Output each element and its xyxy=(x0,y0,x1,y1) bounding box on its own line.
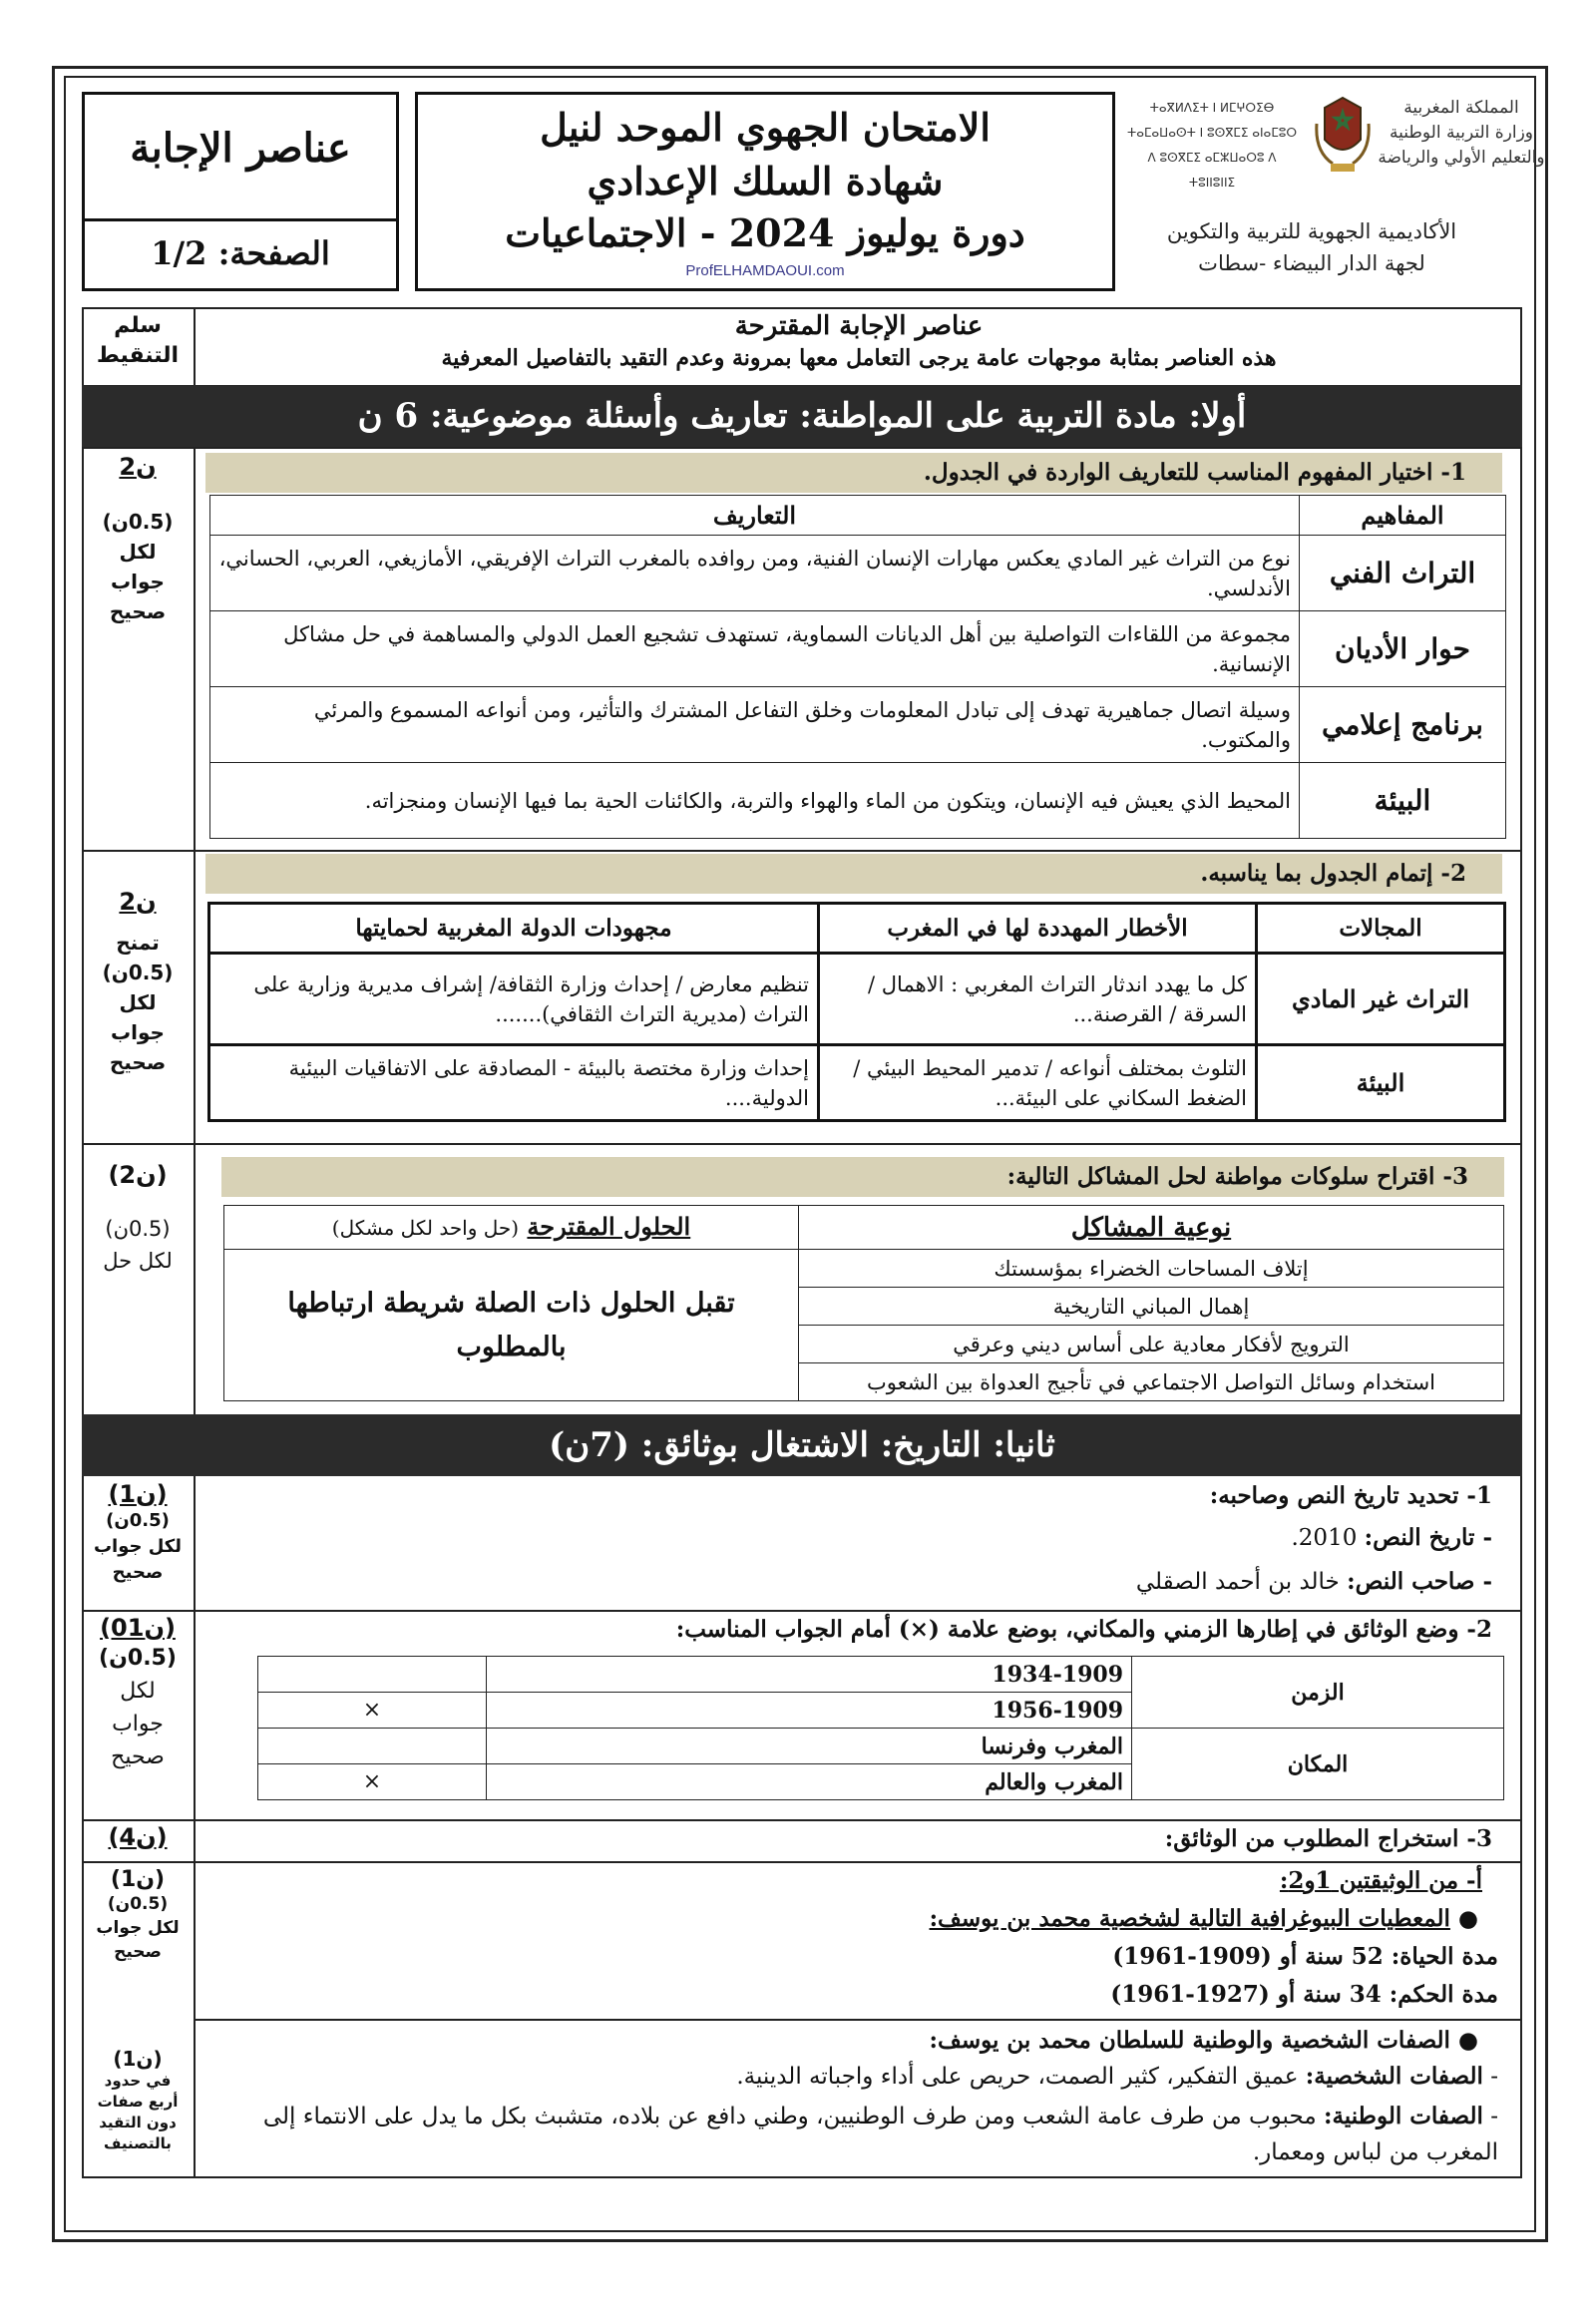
q2-efforts: تنظيم معارض / إحداث وزارة الثقافة/ إشراف مديرية وزارية على التراث (مديرية التراث الثقافي)....... xyxy=(209,954,819,1045)
s2q1-author-label: - صاحب النص: xyxy=(1347,1568,1492,1595)
academy-line-2: لجهة الدار البيضاء -سطات xyxy=(1198,251,1425,275)
academy-lines xyxy=(1127,215,1496,279)
exam-title-line-1: الامتحان الجهوي الموحد لنيل xyxy=(540,105,991,150)
tifinagh-line-3: ⴷ ⵓⵙⴳⵎⵉ ⴰⵎⵣⵡⴰⵔⵓ ⴷ ⵜⵓⵏⵏⵓⵏⵏⵉ xyxy=(1147,151,1277,190)
s2q2-option: المغرب وفرنسا xyxy=(487,1729,1132,1764)
s2q2-table xyxy=(257,1656,1504,1800)
q2-score xyxy=(82,888,194,1077)
q2-row xyxy=(209,1045,1505,1121)
s2q2-label: 2- وضع الوثائق في إطارها الزمني والمكاني، بوضع علامة (×) أمام الجواب المناسب: xyxy=(675,1616,1492,1643)
bullet-icon: ● xyxy=(1449,2027,1478,2054)
q3-head-problems: نوعية المشاكل xyxy=(799,1206,1504,1250)
s2q3b-title-line xyxy=(205,2027,1478,2054)
s2q3b-score xyxy=(82,2047,194,2154)
q3-head-solutions-note: (حل واحد لكل مشكل) xyxy=(331,1216,520,1240)
intro-note: هذه العناصر بمثابة موجهات عامة يرجى التعامل معها بمرونة وعدم التقيد بالتفاصيل المعرفية xyxy=(441,345,1277,371)
q1-top-divider xyxy=(82,447,1522,449)
s2q3b-personal: - الصفات الشخصية: عميق التفكير، كثير الصمت، حريص على أداء واجباته الدينية. xyxy=(736,2063,1498,2090)
q3-head-solutions-cell xyxy=(224,1206,799,1250)
score-column-head xyxy=(82,311,194,371)
q1-score-note-2: لكل xyxy=(119,540,157,564)
q2-score-note-4: جواب xyxy=(111,1020,165,1044)
s2q3b-title: الصفات الشخصية والوطنية للسلطان محمد بن يوسف: xyxy=(929,2027,1450,2054)
intro-title: عناصر الإجابة المقترحة xyxy=(734,311,984,341)
s2q1-date-value: 2010. xyxy=(1291,1525,1358,1551)
q2-score-value: 2ن xyxy=(119,888,157,916)
q3-head-solutions: الحلول المقترحة xyxy=(527,1212,691,1241)
academy-line-1: الأكاديمية الجهوية للتربية والتكوين xyxy=(1166,219,1457,243)
s2q1-date-label: - تاريخ النص: xyxy=(1364,1524,1492,1551)
q2-label: 2- إتمام الجدول بما يناسبه. xyxy=(205,854,1502,894)
q1-table xyxy=(209,495,1506,839)
ministry-block xyxy=(1127,92,1546,291)
s2q3a-score-note-1: (0.5ن) xyxy=(107,1894,169,1914)
s2q1-author-value: خالد بن أحمد الصقلي xyxy=(1135,1569,1340,1595)
q3-problem: الترويج لأفكار معادية على أساس ديني وعرقي xyxy=(799,1326,1504,1363)
s2q2-place-label: المكان xyxy=(1132,1729,1504,1800)
s2q2-mark-cell[interactable]: × xyxy=(258,1764,487,1800)
s2q3b-national-text: محبوب من طرف عامة الشعب ومن طرف الوطنيين، وطني دافع عن بلاده، متشبث بكل ما يدل على الانتماء إلى المغرب من لباس ومعمار. xyxy=(262,2104,1498,2165)
s2q2-mark-cell[interactable]: × xyxy=(258,1693,487,1729)
q2-field: التراث غير المادي xyxy=(1257,954,1505,1045)
s2q3b-national: - الصفات الوطنية: محبوب من طرف عامة الشعب ومن طرف الوطنيين، وطني دافع عن بلاده، متشبث بكل ما يدل على الانتماء إلى المغرب من لباس ومعمار. xyxy=(262,2103,1498,2165)
q2-top-divider xyxy=(82,850,1522,852)
watermark: ProfELHAMDAOUI.com xyxy=(685,262,845,279)
q1-def: نوع من التراث غير المادي يعكس مهارات الإنسان الفنية، ومن روافده بالمغرب التراث الإفريقي، الأمازيغي، العربي، الحساني، الأندلسي. xyxy=(210,536,1300,611)
s2q2-score-note-4: صحيح xyxy=(111,1744,165,1769)
s2q2-mark-cell[interactable] xyxy=(258,1657,487,1693)
s2q2-score xyxy=(82,1614,194,1773)
s2q1-label: 1- تحديد تاريخ النص وصاحبه: xyxy=(1209,1482,1492,1509)
s2q3b-score-note-2: أربع صفات xyxy=(97,2093,179,2111)
s2q1-score-note-3: صحيح xyxy=(112,1562,164,1583)
q2-risks: كل ما يهدد اندثار التراث المغربي : الاهمال / السرقة / القرصنة... xyxy=(819,954,1257,1045)
q3-score-value: (2ن) xyxy=(108,1161,168,1189)
q3-score-note-2: لكل حل xyxy=(103,1249,173,1273)
s2q3a-reign: مدة الحكم: 34 سنة أو (1927-1961) xyxy=(1110,1981,1498,2008)
bullet-icon: ● xyxy=(1449,1905,1478,1932)
q1-def: مجموعة من اللقاءات التواصلية بين أهل الديانات السماوية، تستهدف تشجيع العمل الدولي والمساهمة في حل مشاكل الإنسانية. xyxy=(210,611,1300,687)
q2-row xyxy=(209,954,1505,1045)
q3-top-divider xyxy=(82,1143,1522,1145)
q1-row xyxy=(210,763,1506,839)
q3-problem: استخدام وسائل التواصل الاجتماعي في تأجيج العدواة بين الشعوب xyxy=(799,1363,1504,1401)
answer-box-divider xyxy=(85,218,396,221)
s2q1-author-line xyxy=(205,1568,1492,1595)
exam-title-line-2: شهادة السلك الإعدادي xyxy=(587,159,944,203)
q1-concept: برنامج إعلامي xyxy=(1300,687,1506,763)
q3-table xyxy=(223,1205,1504,1401)
s2q2-score-note-3: جواب xyxy=(112,1712,164,1737)
s2q3b-score-note-4: بالتصنيف xyxy=(104,2134,172,2152)
q1-label: 1- اختيار المفهوم المناسب للتعاريف الواردة في الجدول. xyxy=(205,453,1502,493)
tifinagh-line-2: ⵜⴰⵎⴰⵡⴰⵙⵜ ⵏ ⵓⵙⴳⵎⵉ ⴰⵏⴰⵎⵓⵔ xyxy=(1127,126,1298,140)
s2q3a-bio-line xyxy=(205,1905,1478,1932)
s2q3a-score-value: (1ن) xyxy=(110,1867,166,1892)
score-head-line-2: التنقيط xyxy=(96,343,180,368)
q2-score-note-2: (0.5ن) xyxy=(102,961,174,984)
s2q3b-score-note-1: في حدود xyxy=(104,2072,172,2090)
s2q3b-national-label: الصفات الوطنية: xyxy=(1323,2103,1483,2129)
q1-score-value: 2ن xyxy=(119,453,157,481)
q3-solutions-text: تقبل الحلول ذات الصلة شريطة ارتباطها بالمطلوب xyxy=(224,1250,799,1401)
s2q2-option: المغرب والعالم xyxy=(487,1764,1132,1800)
s2q1-score xyxy=(82,1480,194,1586)
q1-head-defs: التعاريف xyxy=(210,496,1300,536)
s2q1-score-value: (1ن) xyxy=(108,1480,168,1508)
q1-score-note-3: جواب xyxy=(111,570,165,593)
q1-row xyxy=(210,611,1506,687)
q1-score xyxy=(82,453,194,626)
s2q2-row xyxy=(258,1729,1504,1764)
page-number: الصفحة: 1/2 xyxy=(151,234,330,272)
q2-score-note-5: صحيح xyxy=(109,1050,167,1074)
s2q2-time-label: الزمن xyxy=(1132,1657,1504,1729)
coat-of-arms-icon xyxy=(1313,94,1373,176)
q2-head-fields: المجالات xyxy=(1257,904,1505,954)
kingdom-lines xyxy=(1377,96,1546,171)
s2q3-label: 3- استخراج المطلوب من الوثائق: xyxy=(1164,1825,1492,1852)
q2-risks: التلوث بمختلف أنواعه / تدمير المحيط البيئي / الضغط السكاني على البيئة... xyxy=(819,1045,1257,1121)
q2-field: البيئة xyxy=(1257,1045,1505,1121)
q3-problem: إتلاف المساحات الخضراء بمؤسستك xyxy=(799,1250,1504,1288)
q1-def: المحيط الذي يعيش فيه الإنسان، ويتكون من الماء والهواء والتربة، والكائنات الحية بما فيها الإنسان ومنجزاته. xyxy=(210,763,1300,839)
q1-score-note-1: (0.5ن) xyxy=(102,510,174,534)
q1-row xyxy=(210,687,1506,763)
s2q3b-score-note-3: دون التقيد xyxy=(99,2114,177,2131)
q2-head-risks: الأخطار المهددة لها في المغرب xyxy=(819,904,1257,954)
q2-table xyxy=(207,902,1506,1122)
q2-score-note-3: لكل xyxy=(119,990,157,1014)
s2q1-score-note-2: لكل جواب xyxy=(93,1536,183,1557)
q2-efforts: إحداث وزارة مختصة بالبيئة - المصادقة على الاتفاقيات البيئية الدولية.... xyxy=(209,1045,819,1121)
q1-head-concepts: المفاهيم xyxy=(1300,496,1506,536)
s2q3a-score-note-2: لكل جواب xyxy=(96,1918,180,1938)
s2q3a-label: أ- من الوثيقتين 1و2: xyxy=(1279,1867,1482,1894)
answer-elements-box xyxy=(82,92,399,291)
q3-score-note-1: (0.5ن) xyxy=(105,1217,171,1241)
q2-head-efforts: مجهودات الدولة المغربية لحمايتها xyxy=(209,904,819,954)
answer-elements-title: عناصر الإجابة xyxy=(130,125,351,172)
q1-def: وسيلة اتصال جماهيرية تهدف إلى تبادل المعلومات وخلق التفاعل المشترك والتأثير، ومن أنواعه المسموع والمرئي والمكتوب. xyxy=(210,687,1300,763)
s2q3b-personal-text: عميق التفكير، كثير الصمت، حريص على أداء واجباته الدينية. xyxy=(736,2064,1299,2090)
score-column-divider xyxy=(194,307,196,2178)
s2q3a-score-note-3: صحيح xyxy=(114,1942,162,1962)
q3-row xyxy=(224,1250,1504,1288)
s2q2-option: 1956-1909 xyxy=(487,1693,1132,1729)
s2q2-score-note-2: لكل xyxy=(120,1679,156,1704)
s2q3b-score-value: (1ن) xyxy=(113,2047,163,2071)
q2-score-note-1: تمنح xyxy=(116,931,160,955)
q3-label: 3- اقتراح سلوكات مواطنة لحل المشاكل التالية: xyxy=(221,1157,1504,1197)
s2q3a-score xyxy=(82,1867,194,1964)
s2q1-score-note-1: (0.5ن) xyxy=(106,1510,170,1531)
q1-score-note-4: صحيح xyxy=(109,599,167,623)
s2q3a-bio-title: المعطيات البيوغرافية التالية لشخصية محمد بن يوسف: xyxy=(929,1905,1450,1932)
q1-concept: حوار الأديان xyxy=(1300,611,1506,687)
q1-concept: التراث الفني xyxy=(1300,536,1506,611)
s2q3-score: (4ن) xyxy=(108,1823,168,1851)
kingdom-line-3: والتعليم الأولي والرياضة xyxy=(1378,148,1545,168)
section1-title: أولا: مادة التربية على المواطنة: تعاريف وأسئلة موضوعية: 6 ن xyxy=(82,385,1522,447)
s2q3-traits-divider xyxy=(194,2019,1522,2021)
section2-title: ثانيا: التاريخ: الاشتغال بوثائق: (7ن) xyxy=(82,1414,1522,1476)
s2q2-score-value: (01ن) xyxy=(100,1614,176,1642)
exam-title-box xyxy=(415,92,1115,291)
s2q3-sub-divider xyxy=(82,1861,1522,1863)
s2q3b-personal-label: الصفات الشخصية: xyxy=(1305,2063,1483,2090)
score-head-line-1: سلم xyxy=(114,313,162,338)
tifinagh-lines xyxy=(1127,96,1297,195)
kingdom-line-1: المملكة المغربية xyxy=(1403,98,1519,118)
s2q3-top-divider xyxy=(82,1819,1522,1821)
s2q2-top-divider xyxy=(82,1610,1522,1612)
tifinagh-line-1: ⵜⴰⴳⵍⴷⵉⵜ ⵏ ⵍⵎⵖⵔⵉⴱ xyxy=(1149,101,1275,115)
s2q3a-life: مدة الحياة: 52 سنة أو (1909-1961) xyxy=(1112,1943,1498,1970)
s2q2-mark-cell[interactable] xyxy=(258,1729,487,1764)
s2q2-option: 1934-1909 xyxy=(487,1657,1132,1693)
exam-title-line-3: دورة يوليوز 2024 - الاجتماعيات xyxy=(505,210,1025,255)
q1-concept: البيئة xyxy=(1300,763,1506,839)
s2q2-score-note-1: (0.5ن) xyxy=(99,1646,177,1671)
s2q2-row xyxy=(258,1657,1504,1693)
q3-score xyxy=(82,1161,194,1277)
s2q1-date-line xyxy=(205,1524,1492,1551)
q3-problem: إهمال المباني التاريخية xyxy=(799,1288,1504,1326)
kingdom-line-2: وزارة التربية الوطنية xyxy=(1389,123,1534,143)
q1-row xyxy=(210,536,1506,611)
